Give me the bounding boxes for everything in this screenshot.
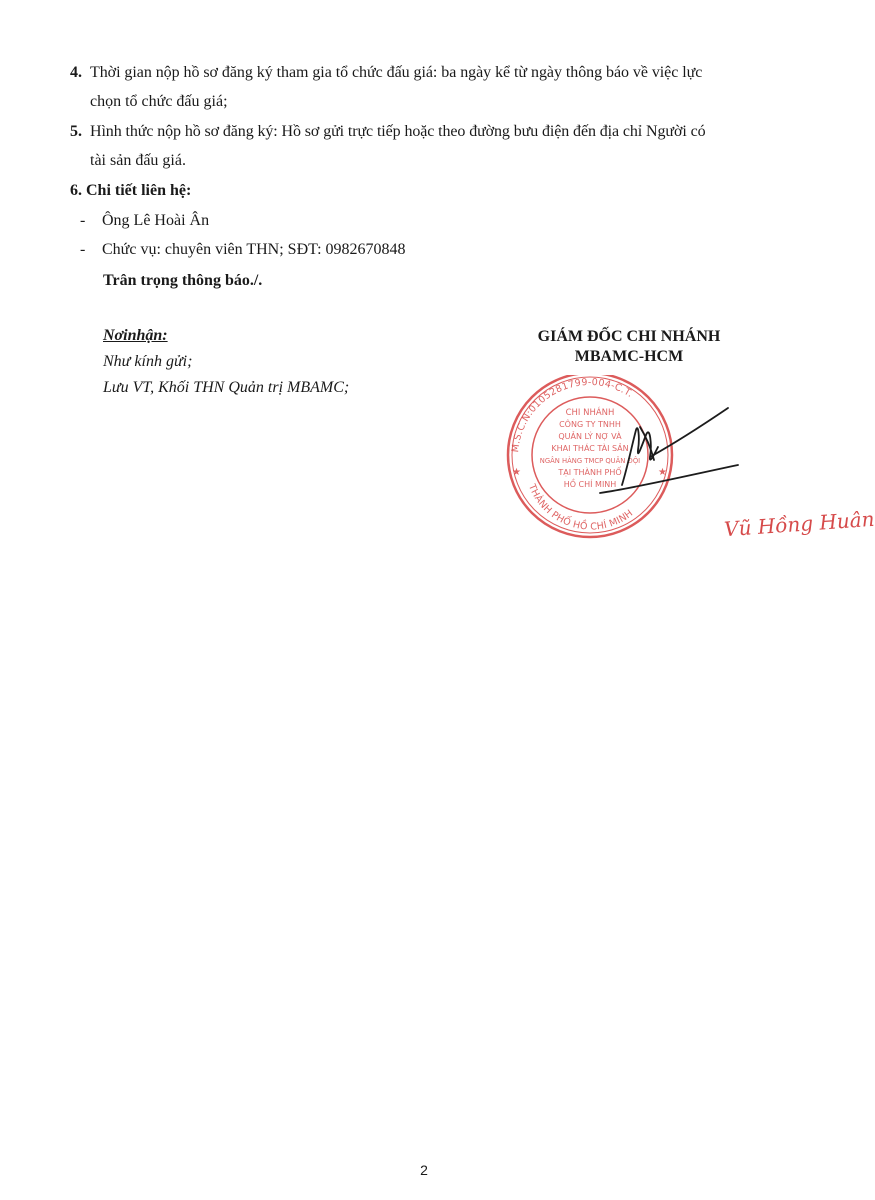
contact-line-position [80, 236, 406, 264]
item-4 [70, 58, 780, 110]
svg-text:CÔNG TY TNHH: CÔNG TY TNHH [559, 420, 621, 429]
signature-title-line2: MBAMC-HCM [574, 348, 684, 365]
svg-text:NGÂN HÀNG TMCP QUÂN ĐỘI: NGÂN HÀNG TMCP QUÂN ĐỘI [539, 457, 641, 465]
signer-name: Vũ Hồng Huân [723, 506, 875, 542]
svg-text:THÀNH PHỐ HỒ CHÍ MINH: THÀNH PHỐ HỒ CHÍ MINH [525, 482, 636, 533]
item-text-line1: Thời gian nộp hồ sơ đăng ký tham gia tổ chức đấu giá: ba ngày kể từ ngày thông báo về việc lực [90, 64, 703, 81]
item-number: 4. [70, 64, 82, 81]
svg-text:HỒ CHÍ MINH: HỒ CHÍ MINH [563, 480, 617, 489]
svg-text:★: ★ [658, 467, 667, 478]
signature-title-line1: GIÁM ĐỐC CHI NHÁNH [537, 328, 721, 345]
svg-text:KHAI THÁC TÀI SẢN: KHAI THÁC TÀI SẢN [551, 444, 629, 453]
svg-text:TẠI THÀNH PHỐ: TẠI THÀNH PHỐ [558, 468, 622, 477]
contact-line-name [80, 207, 209, 235]
recipients-title: Nơinhận: [103, 327, 168, 344]
contact-heading: 6. Chi tiết liên hệ: [70, 182, 192, 199]
svg-text:CHI NHÁNH: CHI NHÁNH [565, 408, 615, 418]
recipient-line: Lưu VT, Khối THN Quản trị MBAMC; [103, 379, 350, 396]
contact-position-phone: Chức vụ: chuyên viên THN; SĐT: 0982670848 [102, 241, 406, 258]
closing-regards: Trân trọng thông báo./. [103, 272, 263, 289]
item-text-line2: tài sản đấu giá. [90, 152, 186, 169]
item-number: 5. [70, 123, 82, 140]
contact-name: Ông Lê Hoài Ân [102, 212, 210, 229]
svg-text:★: ★ [512, 467, 521, 478]
item-5 [70, 117, 780, 169]
page-number: 2 [420, 1162, 428, 1178]
list-dash: - [80, 212, 86, 229]
svg-text:QUẢN LÝ NỢ VÀ: QUẢN LÝ NỢ VÀ [558, 432, 622, 441]
item-text-line1: Hình thức nộp hồ sơ đăng ký: Hồ sơ gửi trực tiếp hoặc theo đường bưu điện đến địa chỉ Người có [90, 123, 706, 140]
item-text-line2: chọn tổ chức đấu giá; [90, 93, 228, 110]
recipient-line: Như kính gửi; [103, 353, 193, 370]
svg-text:M.S.C.N:0105281799-004-C.T.: M.S.C.N:0105281799-004-C.T. [510, 376, 635, 453]
list-dash: - [80, 241, 86, 258]
